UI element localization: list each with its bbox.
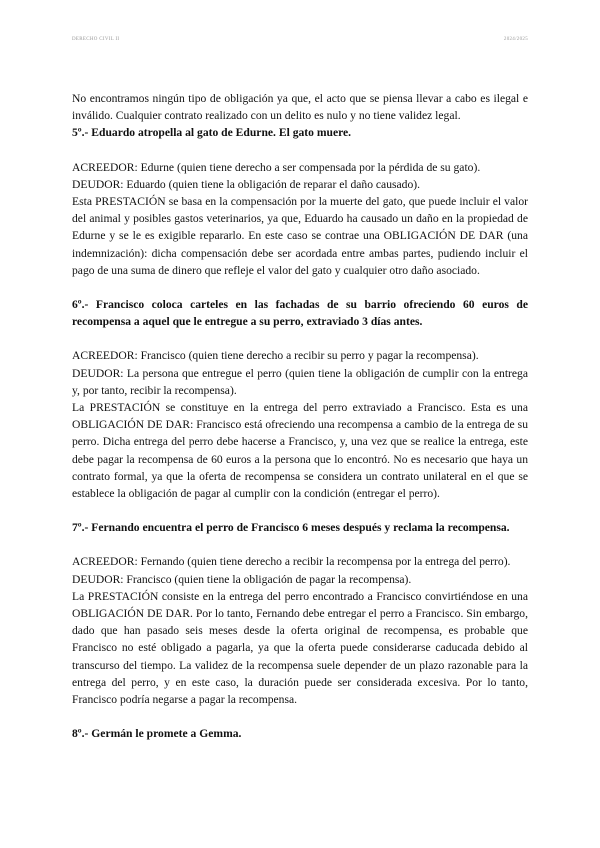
section-6-acreedor: ACREEDOR: Francisco (quien tiene derecho a recibir su perro y pagar la recompensa). bbox=[72, 349, 479, 363]
header-year-label: 2024/2025 bbox=[503, 37, 528, 42]
section-7-deudor: DEUDOR: Francisco (quien tiene la obligación de pagar la recompensa). bbox=[72, 572, 412, 586]
section-6-body: La PRESTACIÓN se constituye en la entrega del perro extraviado a Francisco. Esta es una OBLIGACIÓN DE DAR: Francisco está ofreciendo una recompensa a cambio de la entrega de su perro. Dicha entrega del perro debe hacerse a Francisco, y, una vez que se realice la entrega, este debe pagar la recompensa de 60 euros a la persona que lo encontró. No es necesario que haya un contrato formal, ya que la oferta de recompensa se considera un contrato unilateral en el que se establece la obligación de pagar al cumplir con la condición (entregar el perro). bbox=[72, 401, 528, 501]
section-5-acreedor: ACREEDOR: Edurne (quien tiene derecho a ser compensada por la pérdida de su gato). bbox=[72, 160, 481, 174]
header-course-label: DERECHO CIVIL II bbox=[72, 37, 120, 42]
intro-paragraph: No encontramos ningún tipo de obligación ya que, el acto que se piensa llevar a cabo es ilegal e inválido. Cualquier contrato realizado con un delito es nulo y no tiene validez legal. bbox=[72, 92, 528, 123]
section-5-heading: 5º.- Eduardo atropella al gato de Edurne. El gato muere. bbox=[72, 126, 352, 140]
section-8-heading: 8º.- Germán le promete a Gemma. bbox=[72, 727, 242, 741]
section-7-heading: 7º.- Fernando encuentra el perro de Francisco 6 meses después y reclama la recompensa. bbox=[72, 521, 510, 535]
section-5-deudor: DEUDOR: Eduardo (quien tiene la obligación de reparar el daño causado). bbox=[72, 177, 421, 191]
section-6-deudor: DEUDOR: La persona que entregue el perro (quien tiene la obligación de cumplir con la entrega y, por tanto, recibir la recompensa). bbox=[72, 366, 528, 397]
section-7-body: La PRESTACIÓN consiste en la entrega del perro encontrado a Francisco convirtiéndose en una OBLIGACIÓN DE DAR. Por lo tanto, Fernando debe entregar el perro a Francisco. Sin embargo, dado que han pasado seis meses desde la oferta original de recompensa, es probable que Francisco no esté obligado a pagarla, ya que la oferta puede considerarse caducada debido al transcurso del tiempo. La validez de la recompensa suele depender de un plazo razonable para la entrega del perro, y en este caso, la duración puede ser considerada excesiva. Por lo tanto, Francisco podría negarse a pagar la recompensa. bbox=[72, 589, 528, 707]
section-7-acreedor: ACREEDOR: Fernando (quien tiene derecho a recibir la recompensa por la entrega del perro). bbox=[72, 555, 511, 569]
section-6-heading: 6º.- Francisco coloca carteles en las fachadas de su barrio ofreciendo 60 euros de recompensa a aquel que le entregue a su perro, extraviado 3 días antes. bbox=[72, 298, 528, 329]
section-5-body: Esta PRESTACIÓN se basa en la compensación por la muerte del gato, que puede incluir el valor del animal y posibles gastos veterinarios, ya que, Eduardo ha causado un daño en la propiedad de Edurne y se le es exigible repararlo. En este caso se contrae una OBLIGACIÓN DE DAR (una indemnización): dicha compensación debe ser acordada entre ambas partes, pudiendo incluir el pago de una suma de dinero que refleje el valor del gato y cualquier otro daño asociado. bbox=[72, 195, 528, 277]
document-body bbox=[72, 90, 528, 743]
